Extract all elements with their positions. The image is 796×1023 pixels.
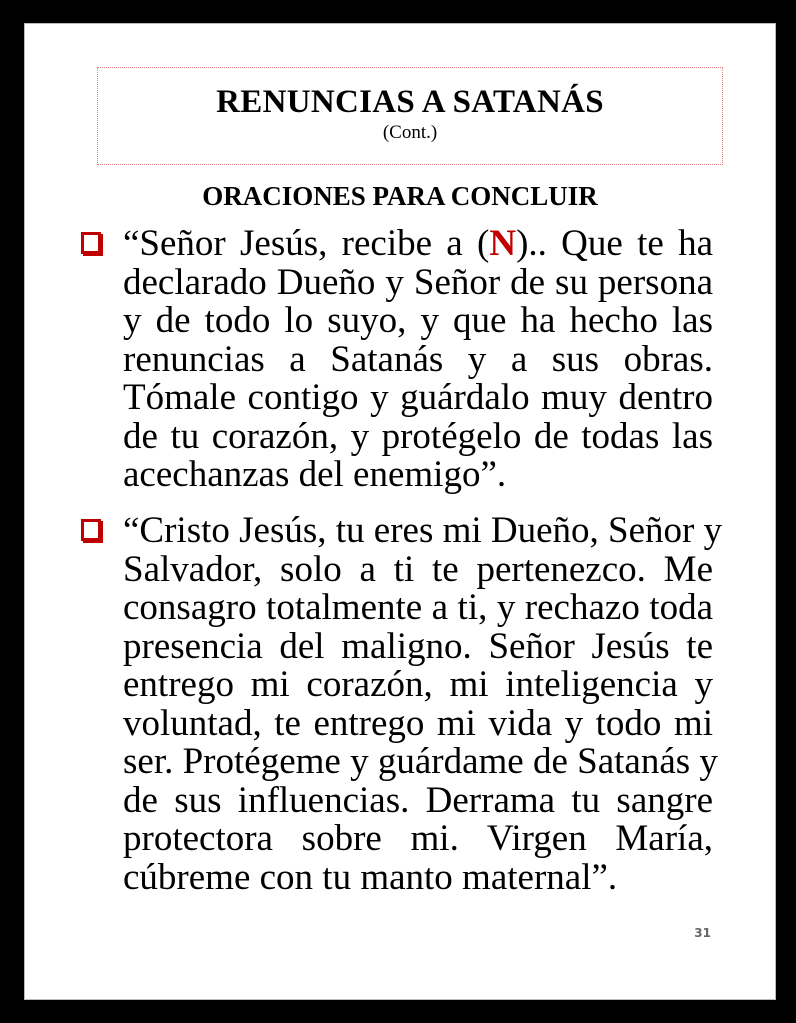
prayer-1 bbox=[123, 225, 713, 495]
prayer-line: cúbreme con tu manto maternal”. bbox=[123, 856, 618, 898]
page bbox=[24, 23, 776, 1000]
page-title: RENUNCIAS A SATANÁS bbox=[216, 84, 604, 120]
section-heading: ORACIONES PARA CONCLUIR bbox=[202, 181, 598, 211]
page-subtitle: (Cont.) bbox=[382, 122, 438, 143]
prayer-line: de sus influencias. Derrama tu sangre bbox=[123, 779, 713, 821]
name-placeholder: N bbox=[489, 223, 517, 264]
checkbox-bullet-icon bbox=[81, 519, 101, 541]
prayer-line: Salvador, solo a ti te pertenezco. Me bbox=[123, 548, 713, 590]
prayer-line: Tómale contigo y guárdalo muy dentro bbox=[123, 377, 713, 418]
prayer-line: entrego mi corazón, mi inteligencia y bbox=[123, 664, 713, 705]
prayer-line: ser. Protégeme y guárdame de Satanás y bbox=[123, 741, 718, 782]
prayer-2 bbox=[123, 510, 723, 898]
prayer-line bbox=[123, 225, 713, 264]
prayer-line: protectora sobre mi. Virgen María, bbox=[123, 818, 713, 859]
page-number: 31 bbox=[694, 926, 711, 940]
prayer-line: de tu corazón, y protégelo de todas las bbox=[123, 415, 713, 457]
prayer-line: declarado Dueño y Señor de su persona bbox=[123, 261, 713, 303]
prayer-text: ).. Que te ha bbox=[516, 223, 713, 264]
prayer-line: presencia del maligno. Señor Jesús te bbox=[123, 625, 713, 667]
prayer-line: renuncias a Satanás y a sus obras. bbox=[123, 338, 713, 380]
prayer-text: “Señor Jesús, recibe a ( bbox=[123, 223, 490, 264]
prayer-line: voluntad, te entrego mi vida y todo mi bbox=[123, 702, 713, 744]
prayer-line: “Cristo Jesús, tu eres mi Dueño, Señor y bbox=[123, 510, 723, 551]
prayer-line: y de todo lo suyo, y que ha hecho las bbox=[123, 300, 713, 341]
prayer-line: consagro totalmente a ti, y rechazo toda bbox=[123, 587, 713, 628]
title-box bbox=[97, 67, 723, 165]
checkbox-bullet-icon bbox=[81, 232, 101, 254]
prayer-line: acechanzas del enemigo”. bbox=[123, 454, 507, 495]
